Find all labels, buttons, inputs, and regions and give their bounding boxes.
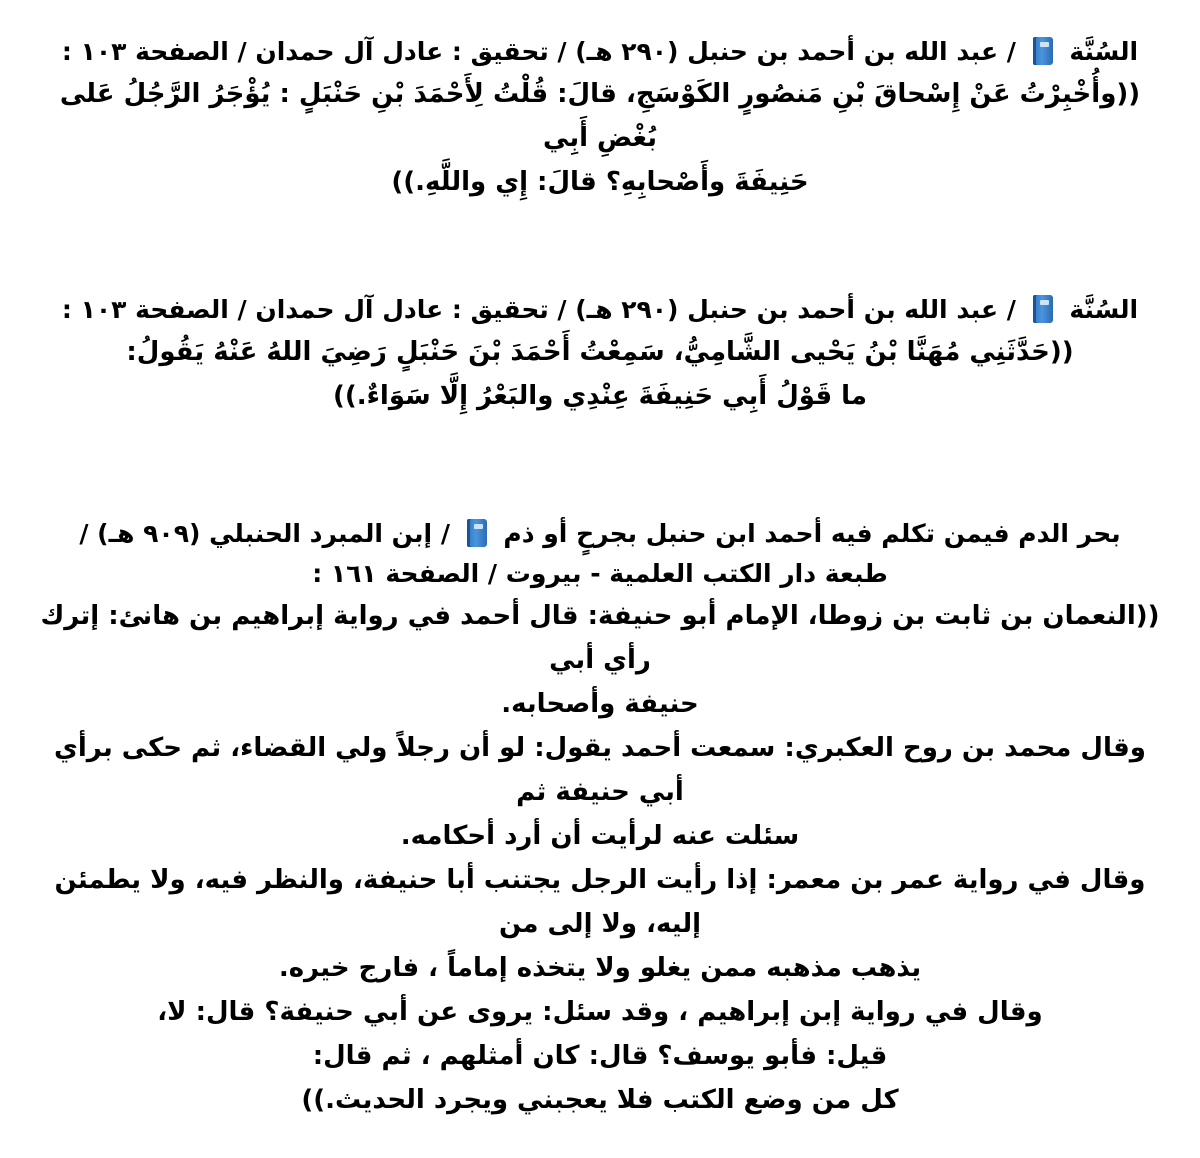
book-title: السُنَّة: [1069, 295, 1139, 324]
citation-entry: [28, 514, 1172, 1122]
blue-book-icon: [467, 519, 487, 547]
quote-line: وقال محمد بن روح العكبري: سمعت أحمد يقول: لو أن رجلاً ولي القضاء، ثم حكى برأي أبي حنيفة ثم: [54, 733, 1146, 807]
book-title: السُنَّة: [1069, 37, 1139, 66]
citation-details: / عبد الله بن أحمد بن حنبل (٢٩٠ هـ) / تحقيق : عادل آل حمدان / الصفحة ١٠٣ :: [61, 295, 1016, 324]
quote-text: [28, 594, 1172, 1122]
book-title: بحر الدم فيمن تكلم فيه أحمد ابن حنبل بجرحٍ أو ذم: [503, 519, 1121, 548]
citation-line: [28, 290, 1172, 330]
blue-book-icon: [1033, 37, 1053, 65]
citation-line-2: طبعة دار الكتب العلمية - بيروت / الصفحة ١٦١ :: [312, 559, 888, 588]
blue-book-icon: [1033, 295, 1053, 323]
citation-line: [28, 514, 1172, 554]
citation-details: / عبد الله بن أحمد بن حنبل (٢٩٠ هـ) / تحقيق : عادل آل حمدان / الصفحة ١٠٣ :: [61, 37, 1016, 66]
quote-line: ((حَدَّثَنِي مُهَنَّا بْنُ يَحْيى الشَّامِيُّ، سَمِعْتُ أَحْمَدَ بْنَ حَنْبَلٍ رَضِيَ اللهُ عَنْهُ يَقُولُ:: [126, 337, 1074, 367]
quote-line: ما قَوْلُ أَبِي حَنِيفَةَ عِنْدِي والبَعْرُ إِلَّا سَوَاءٌ.)): [332, 381, 868, 411]
quote-text: [28, 72, 1172, 204]
quote-line: ((وأُخْبِرْتُ عَنْ إِسْحاقَ بْنِ مَنصُورٍ الكَوْسَجِ، قالَ: قُلْتُ لِأَحْمَدَ بْنِ حَنْبَلٍ : يُؤْجَرُ الرَّجُلُ عَلى بُغْضِ أَبِي: [59, 79, 1141, 153]
quote-text: [28, 330, 1172, 418]
citation-details: / إبن المبرد الحنبلي (٩٠٩ هـ) /: [79, 519, 450, 548]
quote-line: حَنِيفَةَ وأَصْحابِهِ؟ قالَ: إِي واللَّهِ.)): [391, 167, 809, 197]
quote-line: سئلت عنه لرأيت أن أرد أحكامه.: [400, 821, 800, 851]
quote-line: وقال في رواية عمر بن معمر: إذا رأيت الرجل يجتنب أبا حنيفة، والنظر فيه، ولا يطمئن إليه، ولا إلى من: [54, 865, 1146, 939]
quote-line: قيل: فأبو يوسف؟ قال: كان أمثلهم ، ثم قال:: [312, 1041, 888, 1071]
quote-line: ((النعمان بن ثابت بن زوطا، الإمام أبو حنيفة: قال أحمد في رواية إبراهيم بن هانئ: إترك رأي أبي: [40, 601, 1160, 675]
quote-line: كل من وضع الكتب فلا يعجبني ويجرد الحديث.)): [301, 1085, 899, 1115]
quote-line: يذهب مذهبه ممن يغلو ولا يتخذه إماماً ، فارج خيره.: [278, 953, 922, 983]
quote-line: وقال في رواية إبن إبراهيم ، وقد سئل: يروى عن أبي حنيفة؟ قال: لا،: [157, 997, 1043, 1027]
quote-line: حنيفة وأصحابه.: [501, 689, 699, 719]
citation-line: [28, 32, 1172, 72]
citation-entry: [28, 32, 1172, 204]
citation-entry: [28, 290, 1172, 418]
